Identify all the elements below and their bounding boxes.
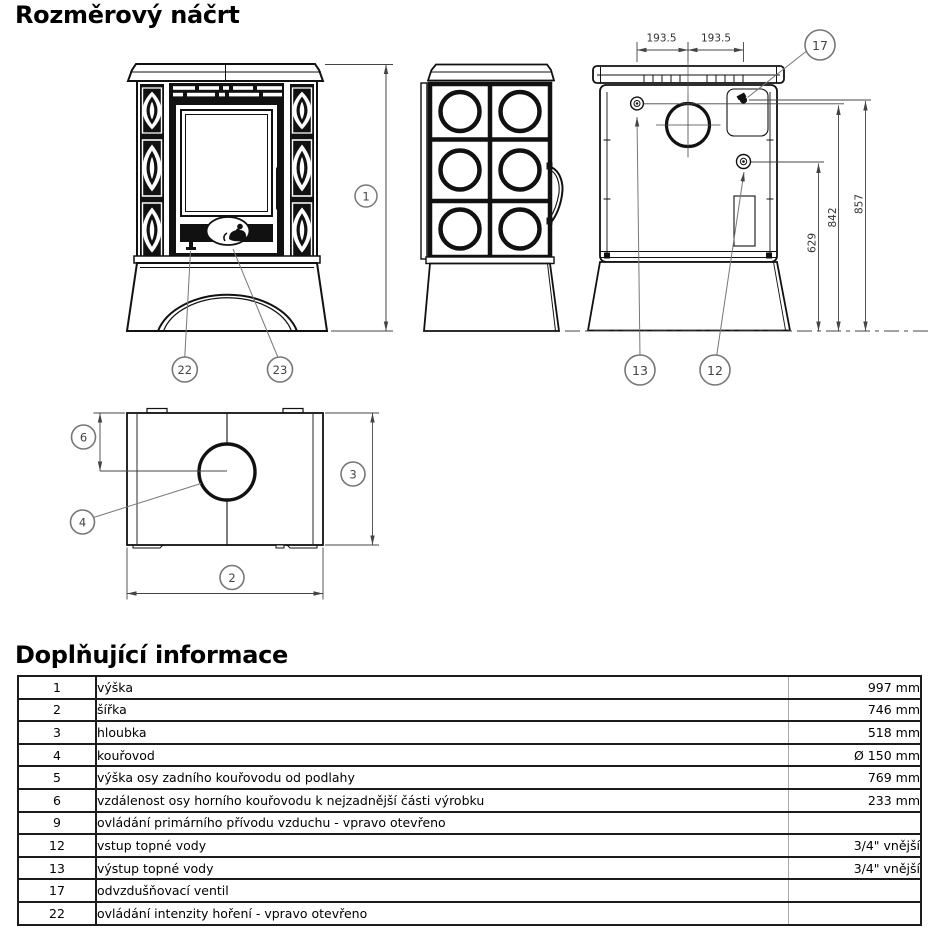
callout-17-label: 17	[812, 38, 828, 53]
table-row	[18, 857, 921, 880]
table-row	[18, 834, 921, 857]
row-value: 3/4" vnější	[789, 834, 922, 857]
dim-label-spacing-right: 193.5	[700, 32, 732, 45]
info-table	[17, 675, 922, 926]
callout-3	[341, 462, 365, 486]
callout-1-label: 1	[362, 189, 370, 204]
front-door	[169, 99, 284, 258]
row-value	[789, 902, 922, 925]
row-number: 9	[18, 812, 96, 835]
top-flue-opening	[199, 444, 255, 500]
row-number: 5	[18, 766, 96, 789]
row-description: hloubka	[96, 721, 789, 744]
callout-6	[72, 425, 96, 449]
callout-22-label: 22	[177, 363, 193, 377]
row-value: 997 mm	[789, 676, 922, 699]
top-view	[127, 409, 323, 549]
row-value: 518 mm	[789, 721, 922, 744]
callout-1	[355, 185, 377, 207]
callout-17	[748, 30, 836, 98]
door-handle	[276, 167, 282, 210]
callout-2-label: 2	[228, 571, 236, 585]
callout-4-label: 4	[78, 515, 87, 530]
row-number: 12	[18, 834, 96, 857]
row-value	[789, 879, 922, 902]
callout-2	[220, 566, 244, 590]
row-number: 1	[18, 676, 96, 699]
table-row	[18, 812, 921, 835]
dim-label-spacing-left: 193.5	[646, 32, 677, 45]
front-view	[127, 64, 327, 331]
row-value: 746 mm	[789, 699, 922, 722]
row-description: vzdálenost osy horního kouřovodu k nejzadnější části výrobku	[96, 789, 789, 812]
row-description: ovládání primárního přívodu vzduchu - vpravo otevřeno	[96, 812, 789, 835]
row-value	[789, 812, 922, 835]
callout-4	[71, 510, 95, 534]
table-row	[18, 789, 921, 812]
table-row	[18, 902, 921, 925]
row-description: ovládání intenzity hoření - vpravo otevřeno	[96, 902, 789, 925]
section-title: Doplňující informace	[15, 641, 289, 669]
dim-label-842: 842	[827, 207, 839, 228]
dim-label-629: 629	[806, 232, 819, 254]
table-row	[18, 879, 921, 902]
page-title: Rozměrový náčrt	[15, 1, 240, 29]
row-description: výška osy zadního kouřovodu od podlahy	[96, 766, 789, 789]
table-row	[18, 721, 921, 744]
row-description: vstup topné vody	[96, 834, 789, 857]
callout-6-label: 6	[79, 430, 88, 445]
table-row	[18, 676, 921, 699]
front-grille-band	[169, 83, 284, 99]
back-view	[588, 66, 790, 331]
row-number: 6	[18, 789, 96, 812]
row-number: 17	[18, 879, 96, 902]
row-value: Ø 150 mm	[789, 744, 922, 767]
table-row	[18, 744, 921, 767]
table-row	[18, 699, 921, 722]
row-value: 769 mm	[789, 766, 922, 789]
callout-12-label: 12	[707, 363, 723, 378]
row-number: 4	[18, 744, 96, 767]
row-number: 3	[18, 721, 96, 744]
row-value: 233 mm	[789, 789, 922, 812]
row-number: 2	[18, 699, 96, 722]
row-description: výška	[96, 676, 789, 699]
row-description: výstup topné vody	[96, 857, 789, 880]
callout-23-label: 23	[272, 363, 288, 377]
front-base	[127, 263, 327, 331]
callout-3-label: 3	[349, 467, 357, 482]
row-value: 3/4" vnější	[789, 857, 922, 880]
side-view	[421, 65, 563, 332]
dim-label-857: 857	[853, 193, 866, 215]
row-description: šířka	[96, 699, 789, 722]
callout-13-label: 13	[632, 363, 648, 378]
row-number: 13	[18, 857, 96, 880]
table-row	[18, 766, 921, 789]
row-description: odvzdušňovací ventil	[96, 879, 789, 902]
row-description: kouřovod	[96, 744, 789, 767]
vent-recess	[727, 89, 768, 136]
row-number: 22	[18, 902, 96, 925]
